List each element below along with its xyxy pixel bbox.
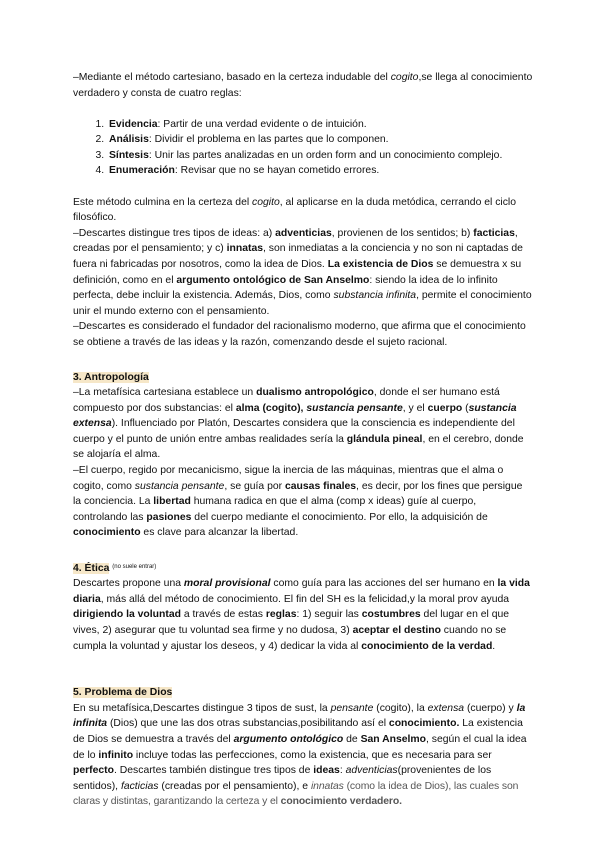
text: , son inmediatas a la conciencia y no son ni captadas de fuera ni fabricadas por nosotros, como la idea de Dios. [73, 243, 523, 270]
text: ( [462, 402, 469, 414]
term-innatas: innatas [310, 780, 344, 792]
text: ,se llega al conocimiento verdadero y consta de cuatro reglas: [73, 72, 533, 99]
term-cogito: cogito [252, 196, 280, 208]
term-causas-finales: causas finales [285, 480, 357, 492]
text: , donde el ser humano está compuesto por dos substancias: el [73, 387, 500, 414]
term-conocimiento-verdadero: conocimiento verdadero. [280, 796, 402, 808]
term-conocimiento-verdad: conocimiento de la verdad [361, 640, 493, 652]
list-item [107, 163, 533, 179]
heading-antropologia: 3. Antropología [73, 371, 149, 383]
term-extensa: extensa [427, 702, 465, 714]
text: , es decir, por los fines que persigue la conciencia. La [73, 480, 523, 508]
antropologia-paragraph-2 [73, 463, 533, 541]
term-argumento: argumento ontológico de San Anselmo [176, 274, 370, 286]
text: , se guía por [224, 480, 285, 492]
ideas-paragraph [73, 226, 533, 320]
text: es clave para alcanzar la libertad. [140, 527, 299, 539]
term-ideas: ideas [313, 765, 340, 777]
text: La existencia de Dios se demuestra a través del [73, 718, 523, 745]
term-existencia-dios: La existencia de Dios [327, 258, 434, 270]
term-substancia: substancia infinita [333, 290, 417, 302]
text: : siendo la idea de lo infinito perfecta, debe incluir la existencia. Además, Dios, como [73, 274, 498, 302]
spacer [73, 351, 533, 370]
term-perfecto: perfecto [73, 765, 114, 777]
text: del lugar en el que vives, 2) asegurar que tu voluntad sea firme y no dudosa, 3) [73, 609, 510, 636]
spacer [73, 541, 533, 560]
text: , y el [402, 402, 428, 414]
etica-paragraph [73, 576, 533, 654]
text: , en el cerebro, donde se alojaría el alma. [73, 433, 524, 461]
term-vida-diaria: la vida diaria [73, 578, 530, 605]
dios-paragraph [73, 701, 533, 810]
text: humana radica en que el alma (comp x ideas) guíe al cuerpo, controlando las [73, 496, 477, 523]
text: (cuerpo) y [464, 702, 517, 714]
rule-desc: : Revisar que no se hayan cometido errores. [174, 165, 380, 177]
text: –La metafísica cartesiana establece un [73, 387, 257, 399]
term-argumento-ontologico: argumento ontológico [233, 733, 344, 745]
text: (como la idea de Dios), las cuales son claras y distintas, garantizando la certeza y el [73, 780, 519, 808]
text: , más allá del método de conocimiento. El fin del SH es la felicidad,y la moral prov ayuda [100, 593, 510, 605]
note-no-suele-entrar: (no suele entrar) [112, 564, 157, 571]
rule-term: Evidencia [109, 118, 158, 130]
term-conocimiento: conocimiento [73, 527, 141, 539]
spacer [73, 654, 533, 685]
term-adventicias: adventicias [275, 227, 332, 239]
antropologia-paragraph-1 [73, 385, 533, 463]
text: de [343, 733, 361, 745]
term-cuerpo: cuerpo [427, 402, 463, 414]
term-libertad: libertad [153, 496, 191, 508]
text: como guía para las acciones del ser humano en [270, 578, 498, 590]
term-reglas: reglas [265, 609, 297, 621]
term-la-infinita: la infinita [73, 702, 526, 730]
text: , al aplicarse en la duda metódica, cerrando el ciclo filosófico. [73, 196, 517, 224]
term-aceptar-destino: aceptar el destino [352, 624, 441, 636]
document-page [73, 70, 533, 810]
term-infinito: infinito [98, 749, 134, 761]
list-item [107, 117, 533, 133]
racionalismo-paragraph: –Descartes es considerado el fundador del racionalismo moderno, que afirma que el conocimiento se obtiene a través de las ideas y la razón, comenzando desde el sujeto racional. [73, 321, 526, 348]
term-dirigiendo: dirigiendo la voluntad [73, 609, 181, 621]
intro-paragraph [73, 70, 533, 101]
text: : 1) seguir las [296, 609, 362, 621]
spacer [73, 179, 533, 195]
method-paragraph [73, 195, 533, 226]
rules-list [73, 117, 533, 179]
text: –Mediante el método cartesiano, basado en la certeza indudable del [73, 72, 391, 83]
list-item [107, 148, 533, 164]
term-san-anselmo: San Anselmo [360, 733, 427, 745]
rule-term: Enumeración [109, 165, 175, 177]
text: , provienen de los sentidos; b) [331, 227, 474, 239]
rule-desc: : Partir de una verdad evidente o de intuición. [157, 118, 367, 130]
text: incluye todas las perfecciones, como la existencia, que es necesaria para ser [133, 749, 492, 761]
text: (cogito), la [373, 702, 428, 714]
rule-term: Análisis [109, 134, 149, 146]
text: cuando no se cumpla la voluntad y ajustar los deseos, y 4) dedicar la vida al [73, 624, 507, 652]
text: : [339, 765, 346, 777]
term-sustancia-pensante: sustancia pensante [306, 402, 403, 414]
term-glandula: glándula pineal [346, 433, 423, 445]
text: a través de estas [180, 609, 266, 621]
text: (provenientes de los sentidos), [73, 765, 492, 792]
term-innatas: innatas [226, 243, 264, 255]
text: (creadas por el pensamiento), e [158, 780, 311, 792]
section-heading [73, 370, 533, 386]
text: (Dios) que une las dos otras substancias,posibilitando así el [107, 718, 389, 730]
text: –El cuerpo, regido por mecanicismo, sigue la inercia de las máquinas, mientras que el alma o cogito, como [73, 465, 504, 492]
text: Descartes propone una [73, 578, 184, 590]
rule-desc: : Unir las partes analizadas en un orden form and un conocimiento complejo. [148, 149, 503, 161]
term-cogito: cogito [390, 72, 419, 83]
rule-desc: : Dividir el problema en las partes que lo componen. [148, 134, 389, 146]
term-adventicias: adventicias [345, 765, 398, 777]
section-heading [73, 560, 533, 576]
section-heading [73, 685, 533, 701]
term-sustancia-extensa: sustancia extensa [73, 402, 517, 430]
heading-etica: 4. Ética [73, 562, 110, 574]
term-facticias: facticias [120, 780, 159, 792]
text: , según el cual la idea de lo [73, 733, 527, 761]
term-sustancia-pensante: sustancia pensante [134, 480, 225, 492]
text: –Descartes distingue tres tipos de ideas: a) [73, 227, 276, 239]
text: , creadas por el pensamiento; y c) [73, 227, 518, 255]
text: , permite el conocimiento unir el mundo externo con el pensamiento. [73, 290, 532, 317]
text: ). Influenciado por Platón, Descartes considera que la consciencia es independiente del cuerpo y el punto de unión entre ambas realidades sería la [73, 418, 515, 445]
term-dualismo: dualismo antropológico [256, 387, 374, 399]
term-pasiones: pasiones [146, 511, 192, 523]
list-item [107, 132, 533, 148]
text: del cuerpo mediante el conocimiento. Por ello, la adquisición de [191, 511, 488, 523]
term-pensante: pensante [330, 702, 374, 714]
heading-dios: 5. Problema de Dios [73, 687, 173, 699]
text: Este método culmina en la certeza del [73, 196, 253, 208]
text: . Descartes también distingue tres tipos de [114, 765, 314, 777]
text: En su metafísica,Descartes distingue 3 tipos de sust, la [73, 702, 331, 714]
text: . [492, 640, 496, 652]
term-conocimiento: conocimiento. [388, 718, 460, 730]
term-facticias: facticias [473, 227, 515, 239]
rule-term: Síntesis [109, 149, 149, 161]
term-costumbres: costumbres [361, 609, 421, 621]
term-moral-provisional: moral provisional [183, 578, 271, 590]
text: se demuestra x su definición, como en el [73, 258, 522, 286]
spacer [73, 101, 533, 117]
term-alma: alma (cogito), [235, 402, 307, 414]
